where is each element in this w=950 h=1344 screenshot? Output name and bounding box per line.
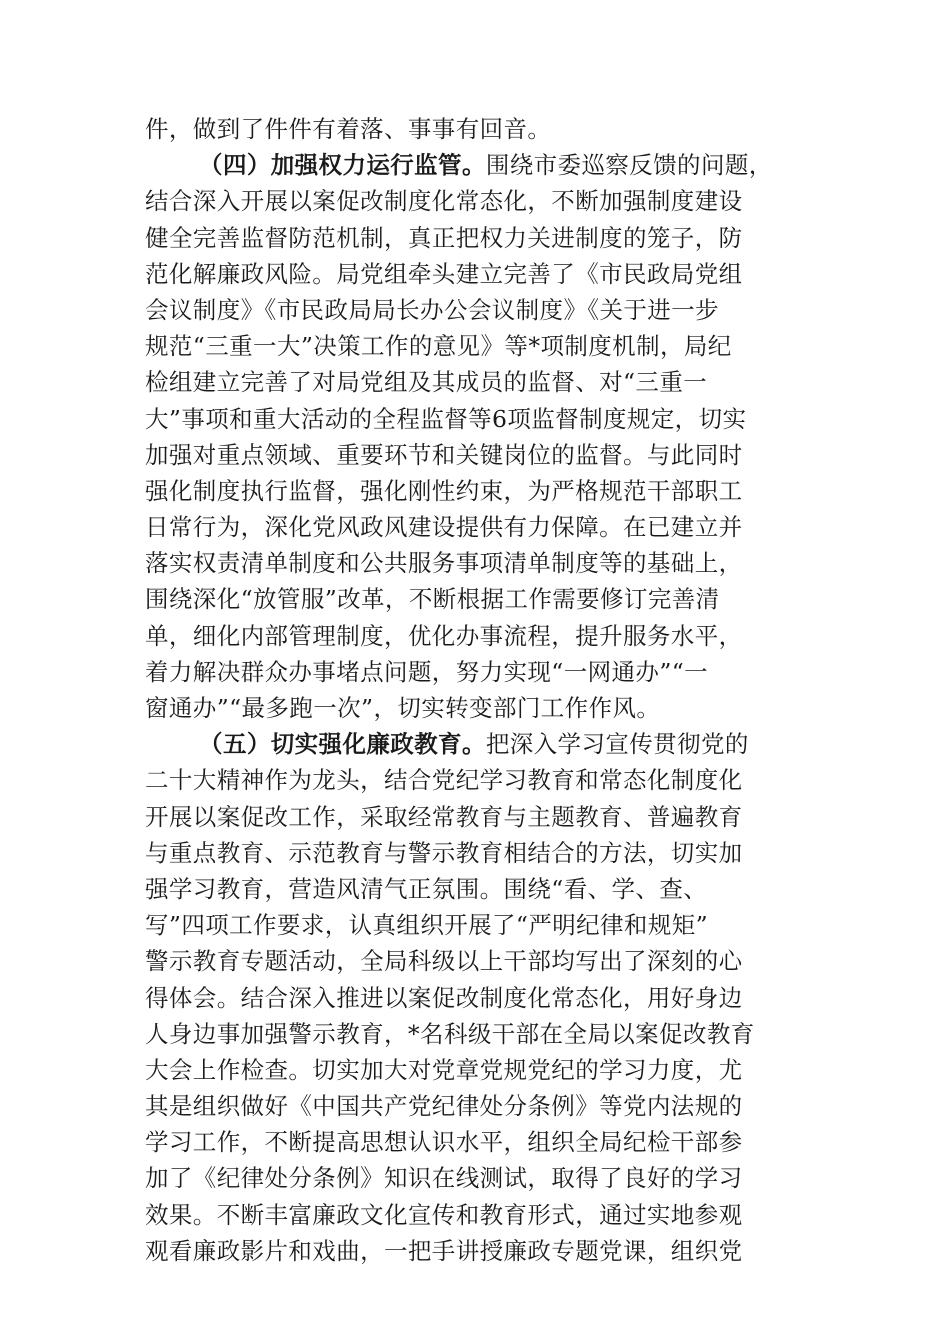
text-line: 会议制度》《市民政局局长办公会议制度》《关于进一步: [145, 295, 719, 324]
text-line: 写”四项工作要求，认真组织开展了“严明纪律和规矩”: [145, 911, 709, 940]
text-line: 大会上作检查。切实加大对党章党规党纪的学习力度，尤: [145, 1055, 743, 1084]
text-line: 开展以案促改工作，采取经常教育与主题教育、普遍教育: [145, 802, 743, 831]
text-line: 大”事项和重大活动的全程监督等6项监督制度规定，切实: [145, 404, 747, 433]
text-line: 二十大精神作为龙头，结合党纪学习教育和常态化制度化: [145, 766, 743, 795]
text-line: 健全完善监督防范机制，真正把权力关进制度的笼子，防: [145, 223, 743, 252]
text-line: 人身边事加强警示教育，*名科级干部在全局以案促改教育: [145, 1019, 755, 1048]
section-4-heading: （四）加强权力运行监管。: [199, 151, 486, 180]
text-line: 得体会。结合深入推进以案促改制度化常态化，用好身边: [145, 983, 743, 1012]
text-line: 警示教育专题活动，全局科级以上干部均写出了深刻的心: [145, 947, 743, 976]
text-line: 其是组织做好《中国共产党纪律处分条例》等党内法规的: [145, 1092, 743, 1121]
section-4-lead-text: 围绕市委巡察反馈的问题，: [485, 151, 773, 180]
text-line: 规范“三重一大”决策工作的意见》等*项制度机制，局纪: [145, 332, 732, 361]
text-line: 加了《纪律处分条例》知识在线测试，取得了良好的学习: [145, 1164, 743, 1193]
section-5-first-line: [145, 726, 805, 762]
section-5-heading: （五）切实强化廉政教育。: [199, 730, 486, 759]
text-line: 范化解廉政风险。局党组牵头建立完善了《市民政局党组: [145, 259, 743, 288]
text-line: 结合深入开展以案促改制度化常态化，不断加强制度建设: [145, 187, 743, 216]
text-line: 效果。不断丰富廉政文化宣传和教育形式，通过实地参观: [145, 1200, 743, 1229]
text-line: 落实权责清单制度和公共服务事项清单制度等的基础上，: [145, 549, 743, 578]
text-line: 加强对重点领域、重要环节和关键岗位的监督。与此同时: [145, 440, 743, 469]
section-5-lead-text: 把深入学习宣传贯彻党的: [485, 730, 749, 759]
text-line: 窗通办”“最多跑一次”，切实转变部门工作作风。: [145, 694, 661, 722]
text-line: 学习工作，不断提高思想认识水平，组织全局纪检干部参: [145, 1128, 743, 1157]
text-line: 强学习教育，营造风清气正氛围。围绕“看、学、查、: [145, 874, 708, 903]
text-line: 单，细化内部管理制度，优化办事流程，提升服务水平，: [145, 621, 743, 650]
text-line: 检组建立完善了对局党组及其成员的监督、对“三重一: [145, 368, 708, 397]
text-line: 日常行为，深化党风政风建设提供有力保障。在已建立并: [145, 513, 743, 542]
text-line: 观看廉政影片和戏曲，一把手讲授廉政专题党课，组织党: [145, 1236, 743, 1265]
document-page: [145, 111, 805, 1269]
text-line: 件，做到了件件有着落、事事有回音。: [145, 115, 552, 143]
text-line: 着力解决群众办事堵点问题，努力实现“一网通办”“一: [145, 657, 709, 686]
section-4-first-line: [145, 147, 805, 183]
text-line: 与重点教育、示范教育与警示教育相结合的方法，切实加: [145, 838, 743, 867]
text-line: 强化制度执行监督，强化刚性约束，为严格规范干部职工: [145, 476, 743, 505]
text-line: 围绕深化“放管服”改革，不断根据工作需要修订完善清: [145, 585, 720, 614]
